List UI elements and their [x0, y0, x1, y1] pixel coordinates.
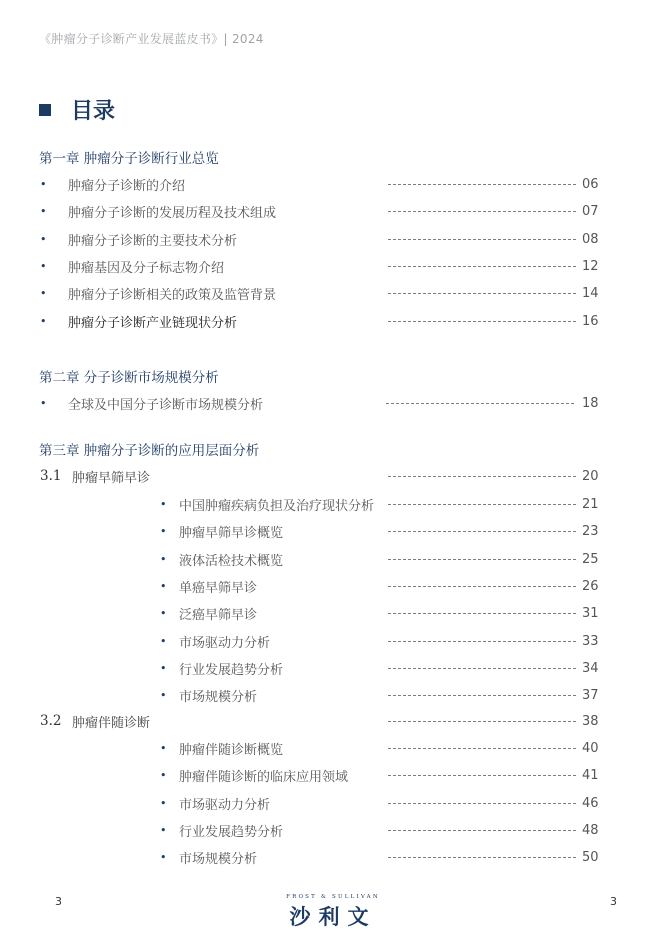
- dot-leader: [388, 239, 576, 240]
- toc-entry-label: 全球及中国分子诊断市场规模分析: [68, 397, 264, 413]
- toc-subentry[interactable]: [0, 793, 665, 813]
- bullet-icon: •: [40, 259, 47, 273]
- toc-heading: [39, 94, 115, 125]
- toc-page-number: 26: [582, 578, 599, 594]
- toc-page-number: 50: [582, 849, 599, 865]
- toc-section[interactable]: [0, 711, 665, 731]
- frost-sullivan-logo: [280, 894, 386, 931]
- toc-subentry[interactable]: [0, 576, 665, 596]
- dot-leader: [388, 803, 576, 804]
- toc-entry-label: 肿瘤分子诊断的介绍: [68, 178, 186, 194]
- footer-page-number-left: 3: [55, 895, 62, 908]
- toc-page-number: 16: [582, 313, 599, 329]
- toc-entry[interactable]: [0, 229, 665, 249]
- toc-page-number: 48: [582, 822, 599, 838]
- toc-entry[interactable]: [0, 174, 665, 194]
- dot-leader: [388, 211, 576, 212]
- toc-entry-label: 市场规模分析: [179, 689, 258, 705]
- dot-leader: [388, 266, 576, 267]
- toc-subentry[interactable]: [0, 549, 665, 569]
- bullet-icon: •: [40, 177, 47, 191]
- toc-subentry[interactable]: [0, 494, 665, 514]
- toc-page-number: 37: [582, 687, 599, 703]
- dot-leader: [388, 293, 576, 294]
- toc-page-number: 38: [582, 713, 599, 729]
- toc-entry-label: 行业发展趋势分析: [179, 824, 284, 840]
- square-bullet-icon: [39, 104, 51, 116]
- toc-entry[interactable]: [0, 256, 665, 276]
- toc-page-number: 18: [582, 395, 599, 411]
- bullet-icon: •: [160, 688, 167, 702]
- document-header: 《肿瘤分子诊断产业发展蓝皮书》| 2024: [39, 32, 264, 46]
- toc-entry-label: 肿瘤分子诊断相关的政策及监管背景: [68, 287, 277, 303]
- toc-subentry[interactable]: [0, 521, 665, 541]
- toc-entry-label: 肿瘤基因及分子标志物介绍: [68, 260, 225, 276]
- chapter-2-title[interactable]: 第二章 分子诊断市场规模分析: [39, 370, 219, 386]
- toc-page-number: 08: [582, 231, 599, 247]
- dot-leader: [388, 476, 576, 477]
- dot-leader: [388, 613, 576, 614]
- dot-leader: [388, 504, 576, 505]
- toc-subentry[interactable]: [0, 603, 665, 623]
- toc-subentry[interactable]: [0, 685, 665, 705]
- toc-page-number: 46: [582, 795, 599, 811]
- bullet-icon: •: [40, 232, 47, 246]
- dot-leader: [388, 721, 576, 722]
- dot-leader: [388, 321, 576, 322]
- dot-leader: [388, 775, 576, 776]
- toc-page-number: 21: [582, 496, 599, 512]
- toc-subentry[interactable]: [0, 847, 665, 867]
- toc-entry[interactable]: [0, 311, 665, 331]
- toc-entry-label: 肿瘤分子诊断产业链现状分析: [68, 315, 238, 331]
- section-number: 3.2: [40, 713, 62, 729]
- toc-page-number: 34: [582, 660, 599, 676]
- toc-page-number: 14: [582, 285, 599, 301]
- section-label: 肿瘤早筛早诊: [72, 470, 151, 486]
- bullet-icon: •: [160, 661, 167, 675]
- bullet-icon: •: [160, 524, 167, 538]
- bullet-icon: •: [160, 606, 167, 620]
- toc-page-number: 20: [582, 468, 599, 484]
- bullet-icon: •: [160, 579, 167, 593]
- toc-section[interactable]: [0, 466, 665, 486]
- toc-subentry[interactable]: [0, 658, 665, 678]
- section-number: 3.1: [40, 468, 62, 484]
- dot-leader: [388, 695, 576, 696]
- footer-page-number-right: 3: [610, 895, 617, 908]
- toc-entry-label: 液体活检技术概览: [179, 553, 284, 569]
- bullet-icon: •: [40, 396, 47, 410]
- toc-page-number: 06: [582, 176, 599, 192]
- bullet-icon: •: [160, 850, 167, 864]
- bullet-icon: •: [40, 286, 47, 300]
- toc-subentry[interactable]: [0, 765, 665, 785]
- dot-leader: [388, 668, 576, 669]
- toc-page-number: 07: [582, 203, 599, 219]
- chapter-1-title[interactable]: 第一章 肿瘤分子诊断行业总览: [39, 151, 219, 167]
- toc-entry-label: 肿瘤分子诊断的主要技术分析: [68, 233, 238, 249]
- dot-leader: [388, 184, 576, 185]
- toc-subentry[interactable]: [0, 820, 665, 840]
- bullet-icon: •: [160, 497, 167, 511]
- dot-leader: [388, 559, 576, 560]
- bullet-icon: •: [40, 314, 47, 328]
- bullet-icon: •: [160, 552, 167, 566]
- bullet-icon: •: [160, 796, 167, 810]
- toc-page-number: 40: [582, 740, 599, 756]
- chapter-3-title[interactable]: 第三章 肿瘤分子诊断的应用层面分析: [39, 443, 260, 459]
- dot-leader: [388, 857, 576, 858]
- toc-entry[interactable]: [0, 393, 665, 413]
- section-label: 肿瘤伴随诊断: [72, 715, 151, 731]
- toc-page-number: 41: [582, 767, 599, 783]
- logo-english-text: FROST & SULLIVAN: [286, 894, 380, 900]
- toc-entry-label: 肿瘤早筛早诊概览: [179, 525, 284, 541]
- dot-leader: [388, 748, 576, 749]
- toc-entry-label: 泛癌早筛早诊: [179, 607, 258, 623]
- bullet-icon: •: [160, 741, 167, 755]
- bullet-icon: •: [160, 768, 167, 782]
- toc-entry-label: 市场驱动力分析: [179, 635, 271, 651]
- toc-entry-label: 市场驱动力分析: [179, 797, 271, 813]
- logo-chinese-text: 沙利文: [289, 905, 377, 929]
- toc-entry-label: 单癌早筛早诊: [179, 580, 258, 596]
- toc-entry-label: 肿瘤伴随诊断概览: [179, 742, 284, 758]
- dot-leader: [386, 403, 574, 404]
- toc-entry-label: 市场规模分析: [179, 851, 258, 867]
- toc-title: 目录: [71, 98, 116, 124]
- toc-entry[interactable]: [0, 201, 665, 221]
- toc-page-number: 31: [582, 605, 599, 621]
- dot-leader: [388, 531, 576, 532]
- dot-leader: [388, 830, 576, 831]
- toc-page-number: 33: [582, 633, 599, 649]
- toc-page-number: 25: [582, 551, 599, 567]
- toc-page-number: 23: [582, 523, 599, 539]
- toc-subentry[interactable]: [0, 738, 665, 758]
- toc-entry[interactable]: [0, 283, 665, 303]
- bullet-icon: •: [160, 823, 167, 837]
- toc-entry-label: 中国肿瘤疾病负担及治疗现状分析: [179, 498, 375, 514]
- toc-subentry[interactable]: [0, 631, 665, 651]
- dot-leader: [388, 586, 576, 587]
- toc-entry-label: 肿瘤伴随诊断的临床应用领域: [179, 769, 349, 785]
- toc-entry-label: 肿瘤分子诊断的发展历程及技术组成: [68, 205, 277, 221]
- toc-entry-label: 行业发展趋势分析: [179, 662, 284, 678]
- bullet-icon: •: [160, 634, 167, 648]
- bullet-icon: •: [40, 204, 47, 218]
- dot-leader: [388, 641, 576, 642]
- toc-page-number: 12: [582, 258, 599, 274]
